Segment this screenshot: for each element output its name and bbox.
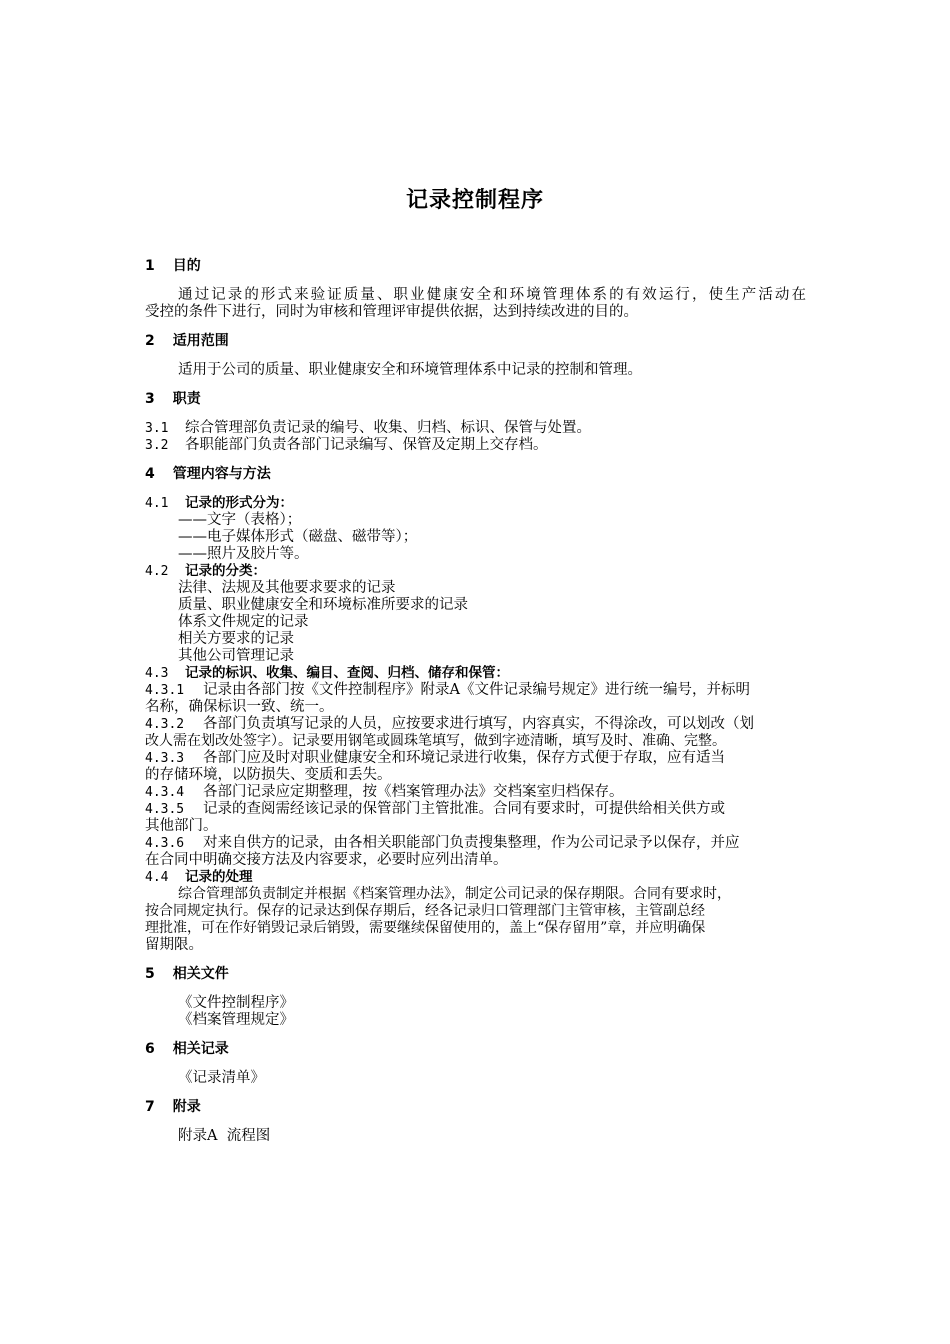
item-number: 4.4 — [145, 870, 169, 885]
subsection-heading — [145, 563, 266, 580]
paragraph-line: 的存储环境，以防损失、变质和丢失。 — [145, 767, 392, 783]
section-title: 管理内容与方法 — [172, 466, 271, 482]
list-item: 附录A 流程图 — [178, 1128, 271, 1144]
item-number: 4.3.2 — [145, 717, 185, 732]
section-title: 附录 — [172, 1099, 201, 1115]
item-number: 4.3.3 — [145, 751, 185, 766]
subsection-heading — [145, 665, 509, 682]
list-item — [145, 420, 591, 437]
item-text: 各部门应及时对职业健康安全和环境记录进行收集，保存方式便于存取，应有适当 — [203, 750, 725, 766]
section-7-heading — [145, 1099, 201, 1116]
list-item: 体系文件规定的记录 — [178, 614, 309, 630]
list-item: 法律、法规及其他要求要求的记录 — [178, 580, 396, 596]
paragraph-line — [145, 801, 725, 818]
paragraph-line — [145, 682, 750, 699]
paragraph-line — [145, 716, 754, 733]
subsection-heading — [145, 495, 293, 512]
section-title: 职责 — [172, 391, 201, 407]
item-text: 各部门负责填写记录的人员，应按要求进行填写，内容真实，不得涂改，可以划改（划 — [203, 716, 754, 732]
item-number: 4.3.6 — [145, 836, 185, 851]
list-item: ——照片及胶片等。 — [178, 546, 309, 562]
section-number: 6 — [145, 1041, 155, 1057]
item-number: 4.3.1 — [145, 683, 185, 698]
item-number: 4.3 — [145, 666, 169, 681]
section-number: 7 — [145, 1099, 155, 1115]
item-number: 3.1 — [145, 421, 169, 436]
subsection-title: 记录的分类： — [185, 563, 266, 579]
section-title: 目的 — [172, 258, 201, 274]
item-text: 各职能部门负责各部门记录编写、保管及定期上交存档。 — [185, 437, 548, 453]
section-4-heading — [145, 466, 271, 483]
paragraph-line: 在合同中明确交接方法及内容要求，必要时应列出清单。 — [145, 852, 508, 868]
section-number: 3 — [145, 391, 155, 407]
section-title: 相关记录 — [172, 1041, 229, 1057]
section-3-heading — [145, 391, 201, 408]
list-item: 相关方要求的记录 — [178, 631, 294, 647]
subsection-title: 记录的处理 — [185, 869, 253, 885]
paragraph-line: 按合同规定执行。保存的记录达到保存期后，经各记录归口管理部门主管审核，主管副总经 — [145, 903, 705, 919]
paragraph-line: 综合管理部负责制定并根据《档案管理办法》，制定公司记录的保存期限。合同有要求时， — [178, 886, 731, 902]
item-text: 各部门记录应定期整理，按《档案管理办法》交档案室归档保存。 — [203, 784, 624, 800]
paragraph-line — [145, 750, 725, 767]
item-number: 4.3.4 — [145, 785, 185, 800]
paragraph-line — [145, 784, 624, 801]
item-number: 4.2 — [145, 564, 169, 579]
paragraph-line — [145, 835, 740, 852]
section-title: 相关文件 — [172, 966, 229, 982]
paragraph-line: 理批准，可在作好销毁记录后销毁，需要继续保留使用的，盖上“保存留用”章，并应明确保 — [145, 920, 706, 936]
item-text: 对来自供方的记录，由各相关职能部门负责搜集整理，作为公司记录予以保存，并应 — [203, 835, 740, 851]
list-item — [145, 437, 548, 454]
paragraph-line: 通过记录的形式来验证质量、职业健康安全和环境管理体系的有效运行，使生产活动在 — [178, 287, 806, 303]
section-2-heading — [145, 333, 229, 350]
item-text: 记录由各部门按《文件控制程序》附录A《文件记录编号规定》进行统一编号，并标明 — [203, 682, 750, 698]
paragraph-line: 改人需在划改处签字）。记录要用钢笔或圆珠笔填写，做到字迹清晰，填写及时、准确、完整。 — [145, 733, 726, 749]
subsection-heading — [145, 869, 253, 886]
section-title: 适用范围 — [172, 333, 229, 349]
item-number: 4.1 — [145, 496, 169, 511]
list-item: 其他公司管理记录 — [178, 648, 294, 664]
list-item: ——电子媒体形式（磁盘、磁带等）； — [178, 529, 418, 545]
section-number: 5 — [145, 966, 155, 982]
item-text: 记录的查阅需经该记录的保管部门主管批准。合同有要求时，可提供给相关供方或 — [203, 801, 725, 817]
paragraph-line: 其他部门。 — [145, 818, 218, 834]
section-number: 4 — [145, 466, 155, 482]
subsection-title: 记录的标识、收集、编目、查阅、归档、储存和保管： — [185, 665, 509, 681]
section-5-heading — [145, 966, 229, 983]
section-1-heading — [145, 258, 201, 275]
item-text: 综合管理部负责记录的编号、收集、归档、标识、保管与处置。 — [185, 420, 591, 436]
item-number: 3.2 — [145, 438, 169, 453]
list-item: 《文件控制程序》 — [178, 995, 294, 1011]
list-item: 质量、职业健康安全和环境标准所要求的记录 — [178, 597, 468, 613]
section-number: 2 — [145, 333, 155, 349]
section-number: 1 — [145, 258, 155, 274]
list-item: 《记录清单》 — [178, 1070, 265, 1086]
document-title: 记录控制程序 — [405, 188, 544, 213]
list-item: 《档案管理规定》 — [178, 1012, 294, 1028]
paragraph-line: 名称，确保标识一致、统一。 — [145, 699, 334, 715]
paragraph-line: 适用于公司的质量、职业健康安全和环境管理体系中记录的控制和管理。 — [178, 362, 642, 378]
list-item: ——文字（表格）； — [178, 512, 302, 528]
paragraph-line: 留期限。 — [145, 937, 203, 953]
section-6-heading — [145, 1041, 229, 1058]
item-number: 4.3.5 — [145, 802, 185, 817]
subsection-title: 记录的形式分为： — [185, 495, 293, 511]
paragraph-line: 受控的条件下进行，同时为审核和管理评审提供依据，达到持续改进的目的。 — [145, 304, 638, 320]
